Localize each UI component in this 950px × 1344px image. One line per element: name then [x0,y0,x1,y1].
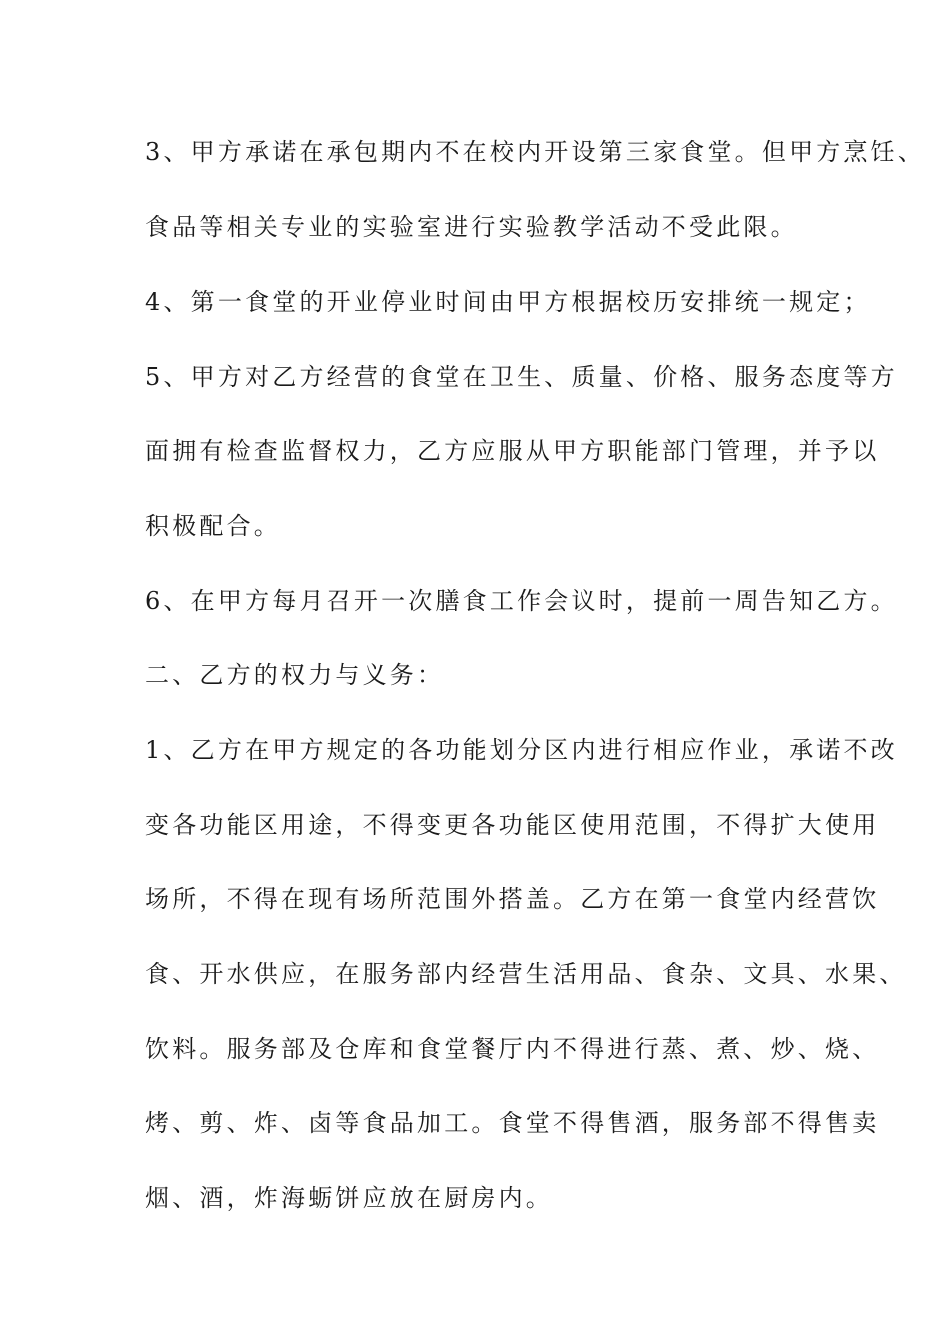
text-line-clause-1c: 场所，不得在现有场所范围外搭盖。乙方在第一食堂内经营饮 [145,885,880,913]
text-line-clause-1b: 变各功能区用途，不得变更各功能区使用范围，不得扩大使用 [145,811,880,839]
text-line-clause-1e: 饮料。服务部及仓库和食堂餐厅内不得进行蒸、煮、炒、烧、 [145,1035,880,1063]
text-line-clause-5a: 5、甲方对乙方经营的食堂在卫生、质量、价格、服务态度等方 [145,363,898,391]
text-line-clause-1g: 烟、酒，炸海蛎饼应放在厨房内。 [145,1184,553,1212]
text-line-clause-5c: 积极配合。 [145,512,281,540]
text-line-clause-1a: 1、乙方在甲方规定的各功能划分区内进行相应作业，承诺不改 [145,736,898,764]
text-line-clause-5b: 面拥有检查监督权力，乙方应服从甲方职能部门管理，并予以 [145,437,880,465]
text-line-clause-1f: 烤、剪、炸、卤等食品加工。食堂不得售酒，服务部不得售卖 [145,1109,880,1137]
section-heading: 二、乙方的权力与义务： [145,661,445,689]
text-line-clause-4: 4、第一食堂的开业停业时间由甲方根据校历安排统一规定； [145,288,871,316]
text-line-clause-3a: 3、甲方承诺在承包期内不在校内开设第三家食堂。但甲方烹饪、 [145,138,926,166]
text-line-clause-1d: 食、开水供应，在服务部内经营生活用品、食杂、文具、水果、 [145,960,907,988]
text-line-clause-6: 6、在甲方每月召开一次膳食工作会议时，提前一周告知乙方。 [145,587,898,615]
text-line-clause-3b: 食品等相关专业的实验室进行实验教学活动不受此限。 [145,213,798,241]
